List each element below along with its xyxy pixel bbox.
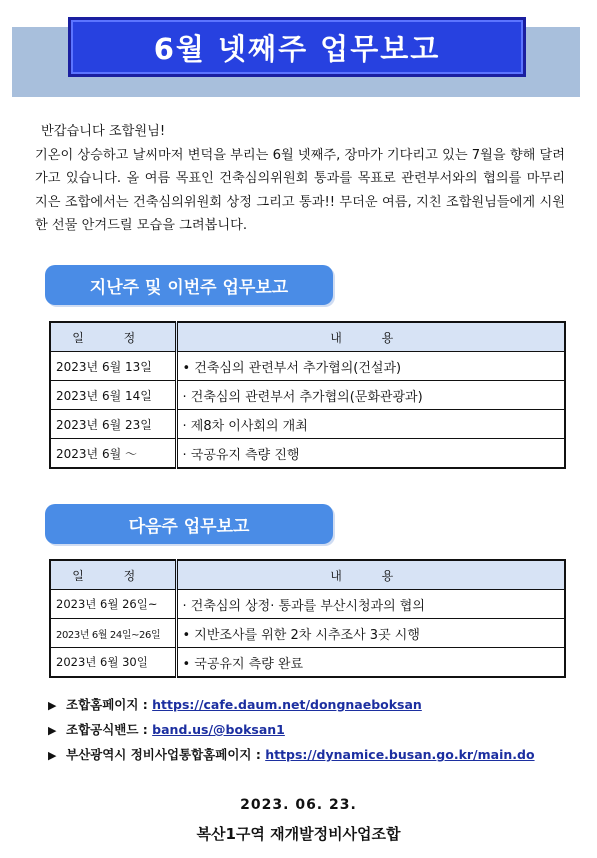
table-row [50, 381, 565, 410]
link-row-homepage [48, 692, 535, 717]
table-row [50, 619, 565, 648]
footer-organization: 복산1구역 재개발정비사업조합 [196, 825, 401, 843]
row-content: • 국공유지 측량 완료 [176, 648, 565, 678]
next-schedule-table [49, 559, 566, 678]
row-content: · 제8차 이사회의 개최 [176, 410, 565, 439]
row-date: 2023년 6월 14일 [50, 381, 176, 410]
row-content: • 지반조사를 위한 2차 시추조사 3곳 시행 [176, 619, 565, 648]
intro-text [35, 120, 565, 238]
table-row [50, 648, 565, 678]
link-label: 부산광역시 정비사업통합홈페이지 : [66, 747, 266, 762]
title-box [68, 17, 526, 77]
table-header-row [50, 560, 565, 590]
table-row [50, 590, 565, 619]
section-heading-current [45, 265, 333, 305]
column-header-content: 내 용 [176, 322, 565, 352]
section-heading-next-label: 다음주 업무보고 [128, 516, 250, 537]
row-date: 2023년 6월 ～ [50, 439, 176, 469]
link-label: 조합공식밴드 : [66, 722, 153, 737]
band-link[interactable]: band.us/@boksan1 [152, 722, 285, 737]
triangle-bullet-icon: ▶ [48, 699, 57, 712]
section-heading-current-label: 지난주 및 이번주 업무보고 [89, 277, 289, 298]
link-label: 조합홈페이지 : [66, 697, 153, 712]
column-header-date: 일 정 [50, 560, 176, 590]
row-content: · 건축심의 상정· 통과를 부산시청과의 협의 [176, 590, 565, 619]
intro-body: 기온이 상승하고 날씨마저 변덕을 부리는 6월 넷째주, 장마가 기다리고 있는 7월을 향해 달려가고 있습니다. 올 여름 목표인 건축심의위원회 통과를 목표로 관련부서와의 협의를 마무리 지은 조합에서는 건축심의위원회 상정 그리고 통과!! 무더운 여름, 지친 조합원님들에게 시원한 선물 안겨드릴 모습을 그려봅니다. [35, 147, 565, 233]
row-content: · 국공유지 측량 진행 [176, 439, 565, 469]
footer-date: 2023. 06. 23. [240, 797, 357, 813]
table-row [50, 352, 565, 381]
row-content: • 건축심의 관련부서 추가협의(건설과) [176, 352, 565, 381]
row-date: 2023년 6월 26일~ [50, 590, 176, 619]
row-date: 2023년 6월 24일~26일 [50, 619, 176, 648]
row-date: 2023년 6월 13일 [50, 352, 176, 381]
row-date: 2023년 6월 23일 [50, 410, 176, 439]
link-list [48, 692, 535, 767]
table-row [50, 439, 565, 469]
page-title: 6월 넷째주 업무보고 [153, 31, 441, 66]
intro-greeting: 반갑습니다 조합원님! [41, 124, 166, 139]
busan-portal-link[interactable]: https://dynamice.busan.go.kr/main.do [265, 747, 535, 762]
current-schedule-table [49, 321, 566, 469]
section-heading-next [45, 504, 333, 544]
row-content: · 건축심의 관련부서 추가협의(문화관광과) [176, 381, 565, 410]
row-date: 2023년 6월 30일 [50, 648, 176, 678]
triangle-bullet-icon: ▶ [48, 749, 57, 762]
column-header-date: 일 정 [50, 322, 176, 352]
column-header-content: 내 용 [176, 560, 565, 590]
link-row-band [48, 717, 535, 742]
homepage-link[interactable]: https://cafe.daum.net/dongnaeboksan [152, 697, 422, 712]
table-header-row [50, 322, 565, 352]
link-row-busan [48, 742, 535, 767]
triangle-bullet-icon: ▶ [48, 724, 57, 737]
table-row [50, 410, 565, 439]
